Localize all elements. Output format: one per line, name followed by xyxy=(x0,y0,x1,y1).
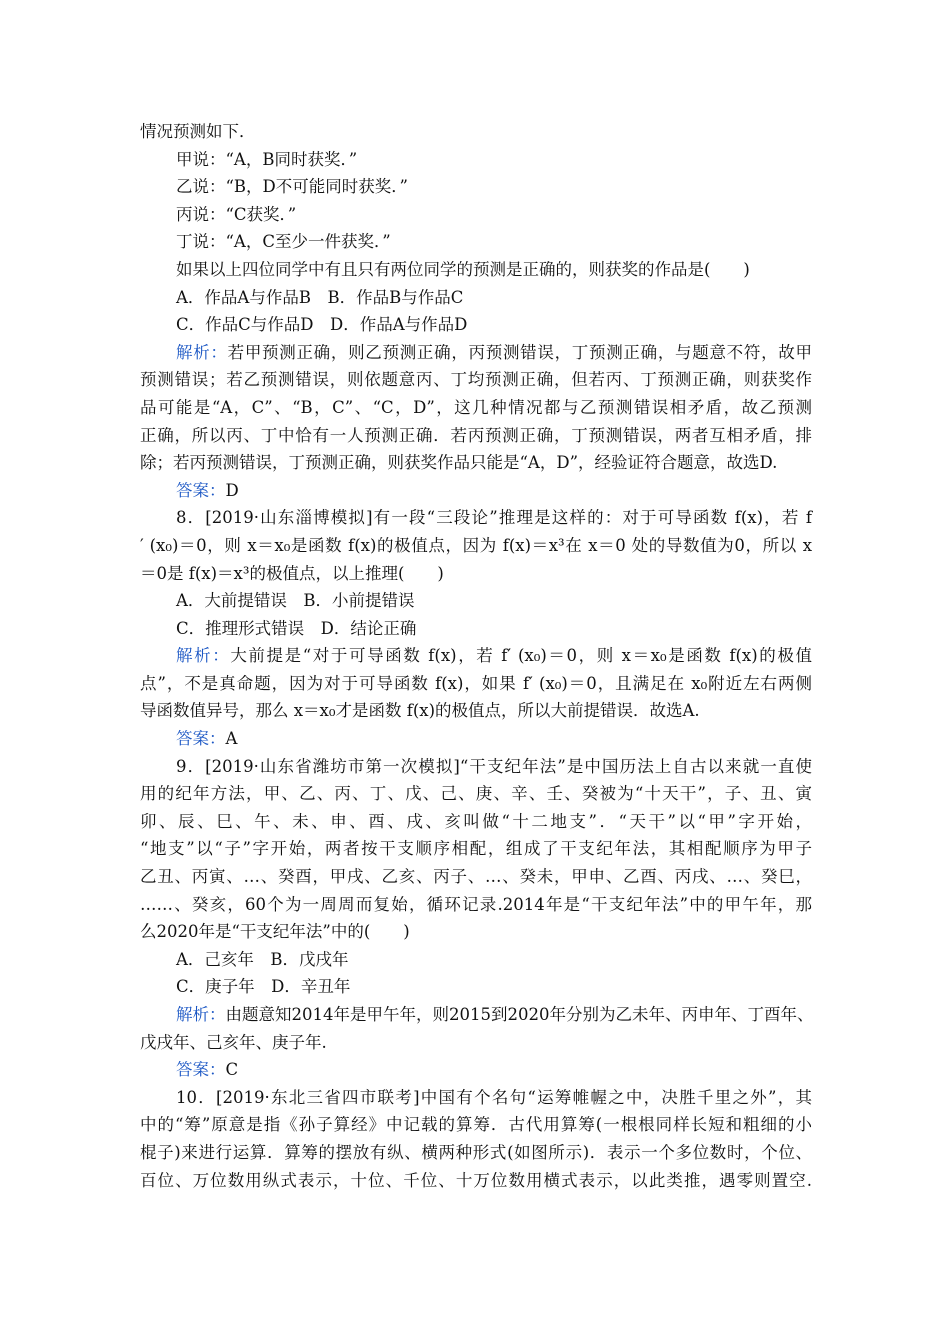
analysis-label: 解析： xyxy=(176,1005,226,1024)
q9-stem-line: 用的纪年方法，甲、乙、丙、丁、戊、己、庚、辛、壬、癸被为“十天干”，子、丑、寅 xyxy=(140,784,812,804)
q9-stem-line: 么2020年是“干支纪年法”中的( ) xyxy=(140,922,410,942)
q9-stem-line: ……、癸亥，60个为一周周而复始，循环记录.2014年是“干支纪年法”中的甲午年，那 xyxy=(140,894,812,914)
q7-intro: 情况预测如下． xyxy=(140,122,256,141)
q7-analysis-line: 解析：若甲预测正确，则乙预测正确，丙预测错误，丁预测正确，与题意不符，故甲 xyxy=(176,342,812,362)
q9-stem-line: 卯、辰、巳、午、未、申、酉、戌、亥叫做“十二地支”．“天干”以“甲”字开始， xyxy=(140,811,812,831)
document-page xyxy=(140,118,812,1194)
q7-ding-statement: 丁说：“A，C至少一件获奖．” xyxy=(176,232,391,252)
q9-analysis-line: 戊戌年、己亥年、庚子年. xyxy=(140,1032,327,1052)
q7-analysis-line: 正确，所以丙、丁中恰有一人预测正确．若丙预测正确，丁预测错误，两者互相矛盾，排 xyxy=(140,425,812,445)
q8-answer xyxy=(140,725,812,753)
answer-value: A xyxy=(225,729,238,749)
q10-stem-line: 棍子)来进行运算．算筹的摆放有纵、横两种形式(如图所示)．表示一个多位数时，个位、 xyxy=(140,1142,812,1162)
q8-options-cd: C．推理形式错误 D．结论正确 xyxy=(176,618,417,638)
q7-jia-statement: 甲说：“A，B同时获奖．” xyxy=(176,149,358,169)
q10-stem-line: 中的“筹”原意是指《孙子算经》中记载的算筹．古代用算筹(一根根同样长短和粗细的小 xyxy=(140,1115,812,1135)
q9-stem-line: 乙丑、丙寅、…、癸酉，甲戌、乙亥、丙子、…、癸未，甲申、乙酉、丙戌、…、癸巳， xyxy=(140,867,812,887)
q7-stem: 如果以上四位同学中有且只有两位同学的预测是正确的，则获奖的作品是( ) xyxy=(176,259,750,279)
answer-value: D xyxy=(225,480,239,500)
q7-options-ab: A．作品A与作品B B．作品B与作品C xyxy=(176,287,464,307)
q9-options-ab: A．己亥年 B．戊戌年 xyxy=(176,949,349,969)
q8-analysis-line: 解析：大前提是“对于可导函数 f(x)，若 f′ (x₀)＝0，则 x＝x₀是函数 f(x)的极值 xyxy=(176,646,812,666)
q9-options-cd: C．庚子年 D．辛丑年 xyxy=(176,977,351,997)
q7-options-cd: C．作品C与作品D D．作品A与作品D xyxy=(176,315,468,335)
answer-label: 答案： xyxy=(176,729,226,749)
q7-analysis-line: 预测错误；若乙预测错误，则依题意丙、丁均预测正确，但若丙、丁预测正确，则获奖作 xyxy=(140,370,812,390)
q7-bing-statement: 丙说：“C获奖．” xyxy=(176,204,297,224)
q8-analysis-line: 点”，不是真命题，因为对于可导函数 f(x)，如果 f′ (x₀)＝0，且满足在 x₀附近左右两侧 xyxy=(140,673,812,693)
q9-stem-line: “地支”以“子”字开始，两者按干支顺序相配，组成了干支纪年法，其相配顺序为甲子 xyxy=(140,839,812,859)
q8-stem-line: 8．[2019·山东淄博模拟]有一段“三段论”推理是这样的：对于可导函数 f(x)，若 f xyxy=(176,508,812,528)
q7-answer xyxy=(140,477,812,505)
q7-analysis-line: 品可能是“A，C”、“B，C”、“C，D”，这几种情况都与乙预测错误相矛盾，故乙预测 xyxy=(140,397,812,417)
q8-analysis-line: 导函数值异号，那么 x＝x₀才是函数 f(x)的极值点，所以大前提错误．故选A. xyxy=(140,701,700,721)
analysis-label: 解析： xyxy=(176,342,228,362)
answer-value: C xyxy=(225,1060,239,1080)
answer-label: 答案： xyxy=(176,480,226,500)
analysis-label: 解析： xyxy=(176,646,231,666)
q7-analysis-line: 除；若丙预测错误，丁预测正确，则获奖作品只能是“A，D”，经验证符合题意，故选D. xyxy=(140,453,778,473)
q9-stem-line: 9．[2019·山东省潍坊市第一次模拟]“干支纪年法”是中国历法上自古以来就一直使 xyxy=(176,756,812,776)
q10-stem-line: 百位、万位数用纵式表示，十位、千位、十万位数用横式表示，以此类推，遇零则置空. xyxy=(140,1170,812,1190)
q8-stem-line: ＝0是 f(x)＝x³的极值点，以上推理( ) xyxy=(140,563,444,583)
q9-analysis-line: 解析：由题意知2014年是甲午年，则2015到2020年分别为乙未年、丙申年、丁酉年、 xyxy=(176,1005,814,1024)
q7-yi-statement: 乙说：“B，D不可能同时获奖．” xyxy=(176,177,408,197)
q8-stem-line: ′ (x₀)＝0，则 x＝x₀是函数 f(x)的极值点，因为 f(x)＝x³在 x＝0 处的导数值为0，所以 x xyxy=(140,535,812,555)
q9-answer xyxy=(140,1056,812,1084)
answer-label: 答案： xyxy=(176,1060,226,1080)
q10-stem-line: 10．[2019·东北三省四市联考]中国有个名句“运筹帷幄之中，决胜千里之外”，其 xyxy=(176,1087,812,1107)
q8-options-ab: A．大前提错误 B．小前提错误 xyxy=(176,591,415,611)
